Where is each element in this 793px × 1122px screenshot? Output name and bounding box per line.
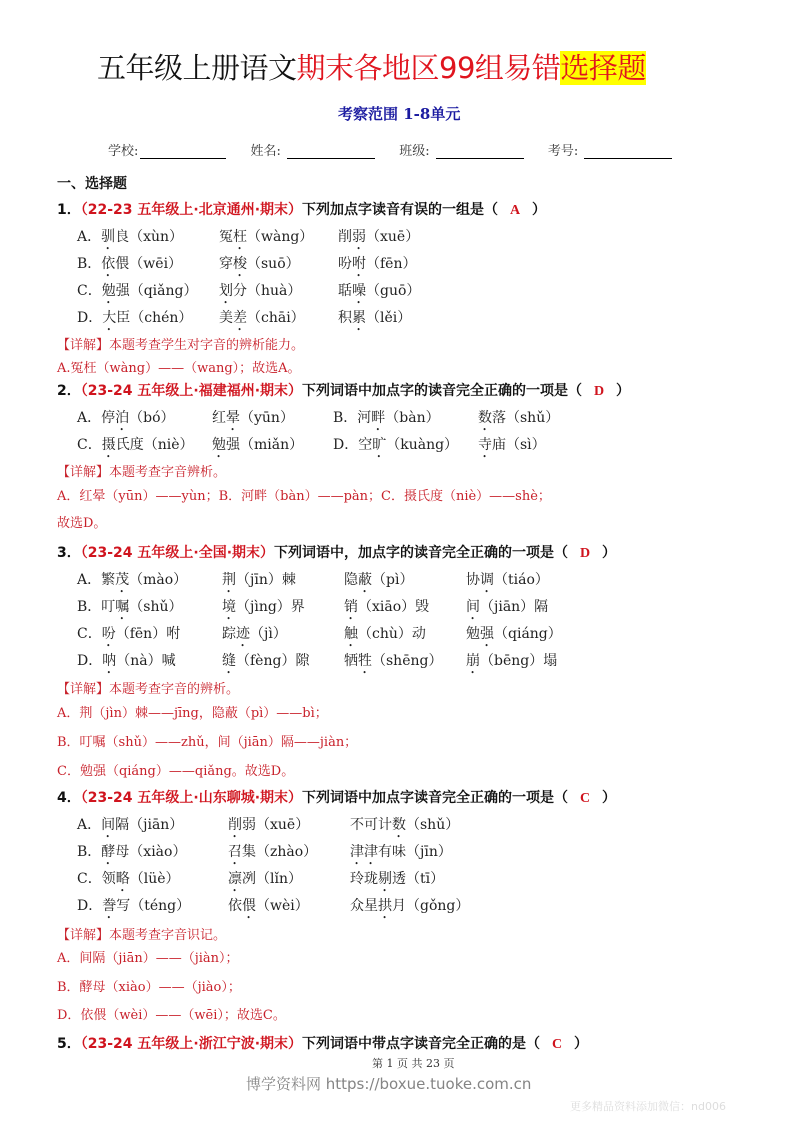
option-text: 积	[338, 310, 352, 326]
option-item	[466, 623, 562, 650]
option-text: （fèng）隙	[236, 653, 310, 669]
option-item	[333, 407, 440, 434]
explanation-line: A．荆（jìn）棘——jīng，隐蔽（pì）——bì；	[57, 706, 328, 721]
dotted-char: 触	[344, 626, 358, 642]
option-item	[77, 253, 182, 280]
dotted-char: 偎	[242, 898, 256, 914]
section-heading: 一、选择题	[57, 176, 127, 192]
option-item	[77, 569, 187, 596]
dotted-char: 境	[222, 599, 236, 615]
option-text: 红	[212, 410, 226, 426]
option-text: D．	[77, 310, 103, 326]
dotted-char: 数	[478, 410, 492, 426]
question-1-stem	[57, 199, 546, 219]
option-text: （kuàng）	[386, 437, 459, 453]
dotted-char: 酵	[101, 844, 116, 860]
dotted-char: 勉	[212, 437, 226, 453]
option-text: （lěi）	[366, 310, 412, 326]
option-item	[344, 596, 429, 623]
option-text: 勉	[466, 626, 480, 642]
option-item	[222, 569, 296, 596]
option-item	[77, 307, 192, 334]
option-text: （jìng）界	[236, 599, 305, 615]
close-paren: ）	[616, 383, 631, 399]
question-number: 2．	[57, 383, 81, 399]
dotted-char: 强	[480, 626, 494, 642]
blank-line[interactable]	[584, 144, 672, 159]
dotted-char: 荆	[222, 572, 236, 588]
option-item	[77, 596, 183, 623]
explanation-line: 【详解】本题考查字音的辨析。	[57, 682, 240, 697]
dotted-char: 吩	[101, 626, 116, 642]
option-text: （fēn）	[366, 256, 417, 272]
option-text: （nà）喊	[116, 653, 176, 669]
dotted-char: 缝	[222, 653, 236, 669]
option-text: 分（huà）	[233, 283, 302, 299]
option-text: A．	[77, 229, 102, 245]
answer: C	[579, 791, 591, 806]
title-red: 期末各地区99组易错	[296, 51, 561, 85]
explanation-line: A．间隔（jiān）——（jiàn）；	[57, 951, 239, 966]
option-item	[338, 307, 411, 334]
option-text: （mào）	[129, 572, 188, 588]
option-text: 聒	[338, 283, 352, 299]
option-item	[212, 407, 294, 434]
dotted-char: 津津	[350, 844, 378, 860]
option-text: （xiāo）毁	[358, 599, 430, 615]
close-paren: ）	[574, 1036, 589, 1052]
question-source: （23-24 五年级上·浙江宁波·期末）	[80, 1036, 303, 1052]
blank-line[interactable]	[140, 144, 226, 159]
option-item	[77, 226, 183, 253]
option-item	[338, 226, 419, 253]
option-text: （qiáng）	[494, 626, 562, 642]
option-text: 弱（xuē）	[242, 817, 310, 833]
option-text: （jì）	[250, 626, 287, 642]
option-text: 协	[466, 572, 480, 588]
option-text: B．	[77, 256, 102, 272]
explanation-line: C．勉强（qiáng）——qiǎng。故选D。	[57, 764, 295, 779]
option-text: C．	[77, 626, 102, 642]
option-text: 氏度（niè）	[115, 437, 194, 453]
option-text: （shǔ）	[129, 599, 183, 615]
option-item	[77, 841, 186, 868]
answer: D	[593, 384, 605, 399]
option-item	[212, 434, 303, 461]
option-text: （shēng）	[372, 653, 443, 669]
option-text: 冤	[219, 229, 233, 245]
question-text: 下列词语中带点字读音完全正确的是（	[302, 1036, 541, 1052]
dotted-char: 间	[101, 817, 116, 833]
dotted-char: 勉	[101, 283, 116, 299]
option-item	[466, 650, 557, 677]
dotted-char: 畔	[371, 410, 386, 426]
dotted-char: 间	[466, 599, 480, 615]
option-text: 削	[338, 229, 352, 245]
question-number: 5．	[57, 1036, 81, 1052]
option-item	[344, 569, 413, 596]
dotted-char: 数	[392, 817, 406, 833]
option-text: 依	[228, 898, 242, 914]
page-number: 第 1 页 共 23 页	[372, 1057, 455, 1070]
option-text: （tiáo）	[494, 572, 549, 588]
option-text: 冽（lǐn）	[242, 871, 302, 887]
option-item	[228, 895, 309, 922]
option-text: C．领	[77, 871, 116, 887]
option-item	[77, 868, 180, 895]
option-text: 牺	[344, 653, 358, 669]
option-text: 落（shǔ）	[492, 410, 560, 426]
option-text: C．	[77, 437, 102, 453]
watermark-wechat: 更多精品资料添加微信：nd006	[570, 1100, 726, 1113]
explanation-line: B．酵母（xiào）——（jiào）；	[57, 980, 241, 995]
dotted-char: 摄	[101, 437, 116, 453]
option-item	[350, 841, 452, 868]
option-text: （shǔ）	[406, 817, 460, 833]
option-text: A．繁	[77, 572, 116, 588]
option-item	[338, 253, 416, 280]
dotted-char: 牲	[358, 653, 372, 669]
option-item	[77, 280, 197, 307]
explanation-line: 【详解】本题考查字音识记。	[57, 928, 227, 943]
field-label: 班级:	[399, 144, 434, 159]
dotted-char: 弱	[352, 229, 366, 245]
option-text: 美	[219, 310, 233, 326]
dotted-char: 嘱	[115, 599, 130, 615]
info-fields	[108, 140, 692, 159]
question-number: 1．	[57, 202, 81, 218]
option-text: D．	[77, 653, 103, 669]
explanation-line: 【详解】本题考查学生对字音的辨析能力。	[57, 338, 305, 353]
option-text: D．空	[333, 437, 373, 453]
explanation-line: B．叮嘱（shǔ）——zhǔ，间（jiān）隔——jiàn；	[57, 735, 358, 750]
dotted-char: 依	[101, 256, 116, 272]
option-item	[228, 841, 317, 868]
dotted-char: 大	[102, 310, 117, 326]
close-paren: ）	[532, 202, 547, 218]
option-item	[219, 280, 301, 307]
option-text: 写（téng）	[116, 898, 191, 914]
watermark: 博学资料网 https://boxue.tuoke.com.cn	[246, 1075, 532, 1093]
option-text: B．	[77, 844, 102, 860]
field-label: 考号:	[547, 144, 583, 159]
dotted-char: 销	[344, 599, 358, 615]
dotted-char: 晕	[226, 410, 240, 426]
option-text: （lüè）	[129, 871, 180, 887]
dotted-char: 寺	[478, 437, 492, 453]
option-item	[478, 407, 559, 434]
option-text: （wàng）	[247, 229, 314, 245]
question-2-stem	[57, 380, 630, 400]
option-text: A．停	[77, 410, 116, 426]
option-text: （fēn）咐	[115, 626, 181, 642]
dotted-char: 召	[228, 844, 242, 860]
question-4-stem	[57, 787, 616, 807]
option-item	[222, 650, 309, 677]
dotted-char: 旷	[372, 437, 387, 453]
option-text: 月（gǒng）	[392, 898, 470, 914]
option-item	[344, 650, 442, 677]
option-item	[350, 868, 444, 895]
dotted-char: 累	[352, 310, 366, 326]
question-number: 4．	[57, 790, 81, 806]
option-item	[219, 253, 300, 280]
option-item	[222, 623, 287, 650]
question-text: 下列加点字读音有误的一组是（	[302, 202, 499, 218]
option-item	[338, 280, 420, 307]
option-text: （guō）	[366, 283, 421, 299]
option-text: 透（tī）	[392, 871, 445, 887]
dotted-char: 泊	[115, 410, 130, 426]
option-item	[219, 226, 313, 253]
dotted-char: 划	[219, 283, 233, 299]
answer: C	[551, 1037, 563, 1052]
option-text: （wèi）	[256, 898, 309, 914]
dotted-char: 驯	[101, 229, 116, 245]
question-3-stem	[57, 542, 616, 562]
option-text: （xuē）	[366, 229, 420, 245]
option-text: （pì）	[372, 572, 414, 588]
question-source: （23-24 五年级上·福建福州·期末）	[80, 383, 303, 399]
option-text: 众星	[350, 898, 378, 914]
dotted-char: 噪	[352, 283, 366, 299]
option-item	[333, 434, 458, 461]
dotted-char: 迹	[236, 626, 250, 642]
option-text: （bēng）塌	[480, 653, 558, 669]
dotted-char: 剔	[378, 871, 392, 887]
option-text: （yūn）	[240, 410, 294, 426]
school-field	[108, 140, 226, 159]
question-text: 下列词语中加点字的读音完全正确的一项是（	[302, 383, 583, 399]
dotted-char: 略	[115, 871, 130, 887]
option-item	[344, 623, 426, 650]
dotted-char: 差	[233, 310, 247, 326]
dotted-char: 崩	[466, 653, 480, 669]
document-title	[97, 46, 646, 87]
blank-line[interactable]	[287, 144, 375, 159]
option-item	[77, 434, 194, 461]
question-text: 下列词语中加点字读音完全正确的一项是（	[302, 790, 569, 806]
title-highlight: 选择题	[560, 51, 646, 85]
dotted-char: 削	[228, 817, 242, 833]
option-text: B．叮	[77, 599, 116, 615]
option-text: 良（xùn）	[115, 229, 184, 245]
title-black: 五年级上册语文	[97, 51, 297, 85]
explanation-line: 故选D。	[57, 516, 107, 531]
option-item	[77, 407, 175, 434]
option-text: （jiān）隔	[480, 599, 549, 615]
option-text: （suō）	[247, 256, 300, 272]
question-5-stem	[57, 1033, 588, 1053]
option-text: D．	[77, 898, 103, 914]
close-paren: ）	[602, 545, 617, 561]
option-item	[219, 307, 305, 334]
question-text: 下列词语中，加点字的读音完全正确的一项是（	[274, 545, 569, 561]
option-text: 集（zhào）	[242, 844, 318, 860]
blank-line[interactable]	[436, 144, 524, 159]
option-text: 有味（jīn）	[378, 844, 452, 860]
field-label: 学校:	[108, 144, 139, 159]
option-item	[222, 596, 305, 623]
option-item	[77, 895, 190, 922]
option-text: 吩	[338, 256, 352, 272]
option-item	[350, 814, 459, 841]
dotted-char: 梭	[233, 256, 247, 272]
option-item	[466, 569, 549, 596]
dotted-char: 凛	[228, 871, 242, 887]
dotted-char: 茂	[115, 572, 130, 588]
option-text: 不可计	[350, 817, 392, 833]
field-label: 姓名:	[250, 144, 286, 159]
option-item	[466, 596, 548, 623]
dotted-char: 呐	[102, 653, 117, 669]
dotted-char: 拱	[378, 898, 392, 914]
dotted-char: 誊	[102, 898, 117, 914]
option-text: （bàn）	[385, 410, 440, 426]
option-text: 隐	[344, 572, 358, 588]
subtitle: 考察范围 1-8单元	[338, 105, 461, 123]
close-paren: ）	[602, 790, 617, 806]
option-text: （bó）	[129, 410, 175, 426]
answer: D	[579, 546, 591, 561]
exam-number-field	[548, 140, 673, 159]
option-text: A．	[77, 817, 102, 833]
option-text: 隔（jiān）	[115, 817, 184, 833]
option-text: 强（qiǎng）	[115, 283, 198, 299]
option-text: 臣（chén）	[116, 310, 193, 326]
option-text: 玲珑	[350, 871, 378, 887]
option-text: C．	[77, 283, 102, 299]
question-source: （23-24 五年级上·山东聊城·期末）	[80, 790, 303, 806]
question-source: （22-23 五年级上·北京通州·期末）	[80, 202, 303, 218]
class-field	[399, 140, 524, 159]
explanation-line: A．红晕（yūn）——yùn；B．河畔（bàn）——pàn；C．摄氏度（niè）——shè；	[57, 489, 551, 504]
dotted-char: 枉	[233, 229, 247, 245]
option-text: 庙（sì）	[492, 437, 546, 453]
option-item	[77, 623, 180, 650]
option-item	[228, 868, 302, 895]
option-item	[350, 895, 469, 922]
dotted-char: 调	[480, 572, 494, 588]
option-item	[478, 434, 546, 461]
option-text: 母（xiào）	[115, 844, 187, 860]
option-item	[77, 814, 183, 841]
option-text: 强（miǎn）	[226, 437, 304, 453]
option-text: 踪	[222, 626, 236, 642]
option-text: （jīn）棘	[236, 572, 296, 588]
option-text: 偎（wēi）	[115, 256, 183, 272]
explanation-line: D．依偎（wèi）——（wēi）；故选C。	[57, 1008, 286, 1023]
answer: A	[509, 203, 521, 218]
name-field	[251, 140, 376, 159]
explanation-line: 【详解】本题考查字音辨析。	[57, 465, 227, 480]
question-source: （23-24 五年级上·全国·期末）	[80, 545, 275, 561]
option-text: B．河	[333, 410, 372, 426]
option-text: （chāi）	[247, 310, 305, 326]
option-item	[77, 650, 176, 677]
question-number: 3．	[57, 545, 81, 561]
option-text: （chù）动	[358, 626, 426, 642]
explanation-line: A.冤枉（wàng）——（wang）；故选A。	[57, 361, 301, 376]
option-item	[228, 814, 309, 841]
option-text: 穿	[219, 256, 233, 272]
dotted-char: 咐	[352, 256, 366, 272]
dotted-char: 蔽	[358, 572, 372, 588]
